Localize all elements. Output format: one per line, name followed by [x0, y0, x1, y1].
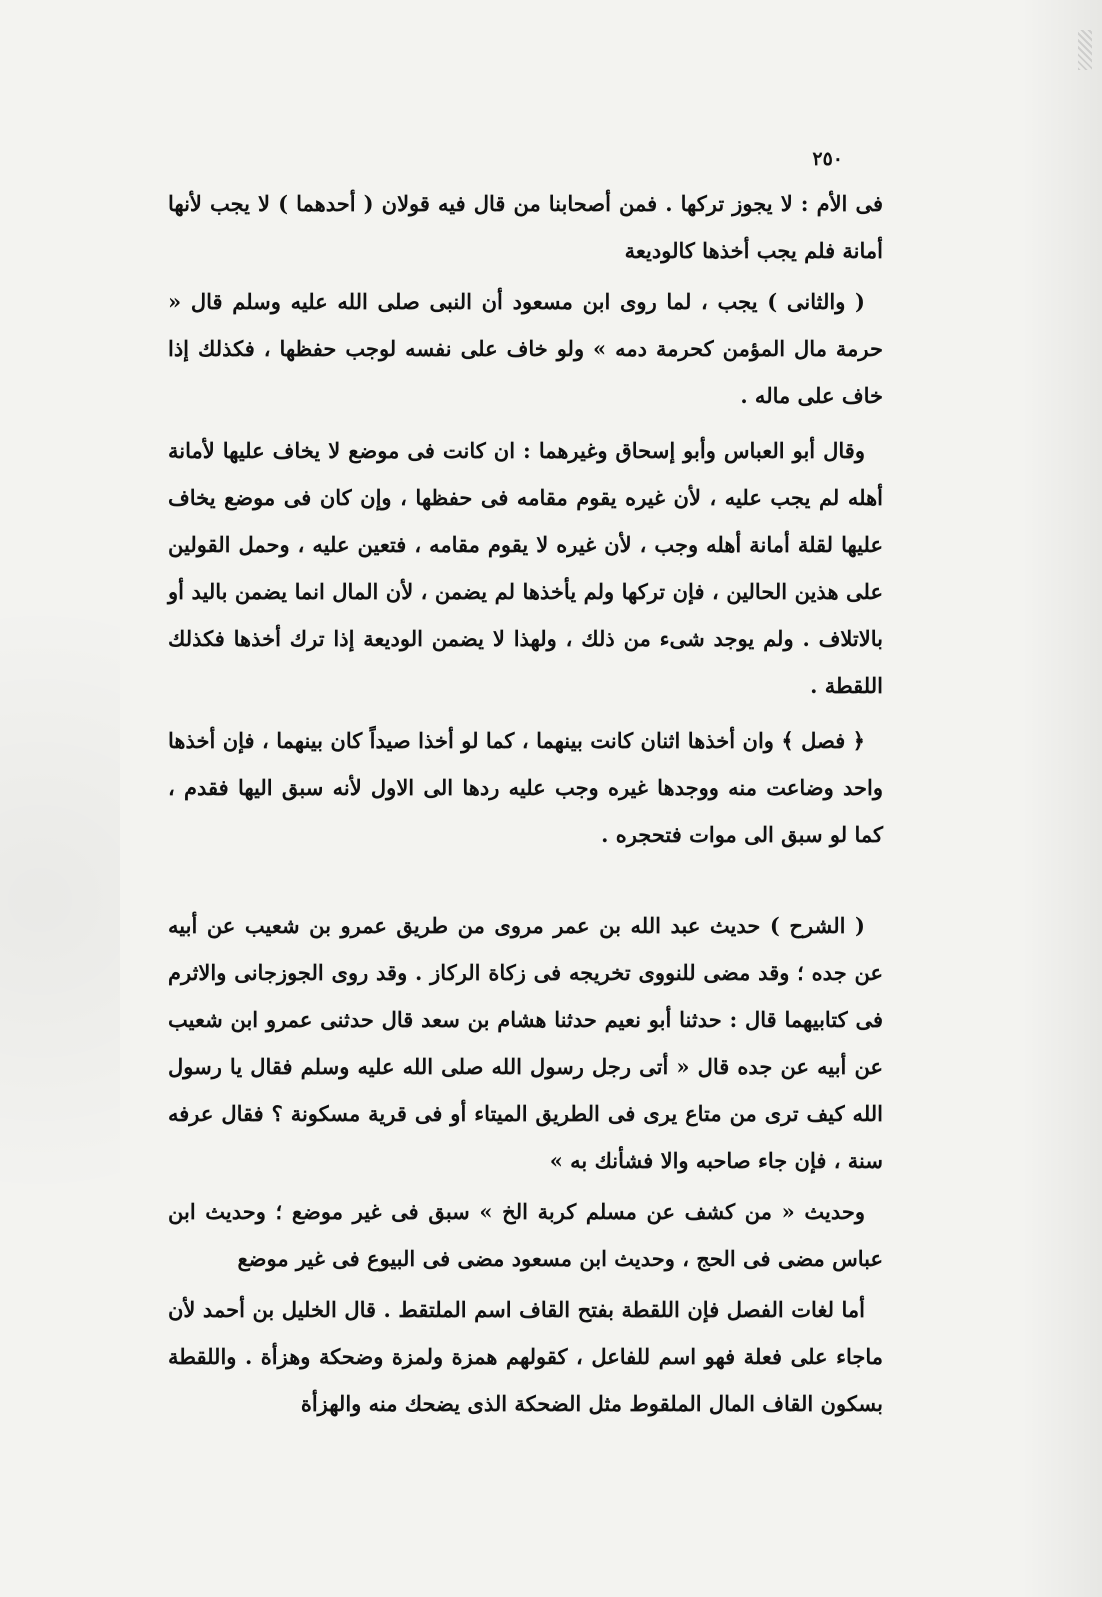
paragraph-3: وقال أبو العباس وأبو إسحاق وغيرهما : ان كانت فى موضع لا يخاف عليها لأمانة أهله لم يجب عليه ، لأن غيره يقوم مقامه فى حفظها ، وإن كان فى موضع يخاف عليها لقلة أمانة أهله وجب ، لأن غيره لا يقوم مقامه ، فتعين عليه ، وحمل القولين على هذين الحالين ، فإن تركها ولم يأخذها لم يضمن ، لأن المال انما يضمن باليد أو بالاتلاف . ولم يوجد شىء من ذلك ، ولهذا لا يضمن الوديعة إذا ترك أخذها فكذلك اللقطة .: [168, 438, 883, 698]
paragraph-1: فى الأم : لا يجوز تركها . فمن أصحابنا من قال فيه قولان ( أحدهما ) لا يجب لأنها أمانة فلم يجب أخذها كالوديعة: [168, 191, 883, 263]
paragraph-2: ( والثانى ) يجب ، لما روى ابن مسعود أن النبى صلى الله عليه وسلم قال « حرمة مال المؤمن كحرمة دمه » ولو خاف على نفسه لوجب حفظها ، فكذلك إذا خاف على ماله .: [168, 289, 883, 408]
paragraph-lughat: أما لغات الفصل فإن اللقطة بفتح القاف اسم الملتقط . قال الخليل بن أحمد لأن ماجاء على فعلة فهو اسم للفاعل ، كقولهم همزة ولمزة وضحكة وهزأة . واللقطة بسكون القاف المال الملقوط مثل الضحكة الذى يضحك منه والهزأة: [168, 1297, 884, 1416]
paragraph-sharh: ( الشرح ) حديث عبد الله بن عمر مروى من طريق عمرو بن شعيب عن أبيه عن جده ؛ وقد مضى للنووى تخريجه فى زكاة الركاز . وقد روى الجوزجانى والاثرم فى كتابيهما قال : حدثنا أبو نعيم حدثنا هشام بن سعد قال حدثنى عمرو ابن شعيب عن أبيه عن جده قال « أتى رجل رسول الله صلى الله عليه وسلم فقال يا رسول الله كيف ترى من متاع يرى فى الطريق الميتاء أو فى قرية مسكونة ؟ فقال عرفه سنة ، فإن جاء صاحبه والا فشأنك به »: [168, 913, 883, 1173]
body-text: [168, 180, 883, 1431]
scan-shadow-left: [0, 0, 120, 1597]
scan-shadow-right: [1022, 0, 1102, 1597]
paragraph-hadith: وحديث « من كشف عن مسلم كربة الخ » سبق فى غير موضع ؛ وحديث ابن عباس مضى فى الحج ، وحديث ابن مسعود مضى فى البيوع فى غير موضع: [168, 1199, 883, 1271]
document-page: [168, 140, 884, 1416]
scan-edge-mark: [1078, 30, 1092, 70]
paragraph-fasl: ﴿ فصل ﴾ وان أخذها اثنان كانت بينهما ، كما لو أخذا صيداً كان بينهما ، فإن أخذها واحد وضاعت منه ووجدها غيره وجب عليه ردها الى الاول لأنه سبق اليها فقدم ، كما لو سبق الى موات فتحجره .: [168, 728, 883, 847]
page-number: ٢٥٠: [812, 148, 843, 170]
